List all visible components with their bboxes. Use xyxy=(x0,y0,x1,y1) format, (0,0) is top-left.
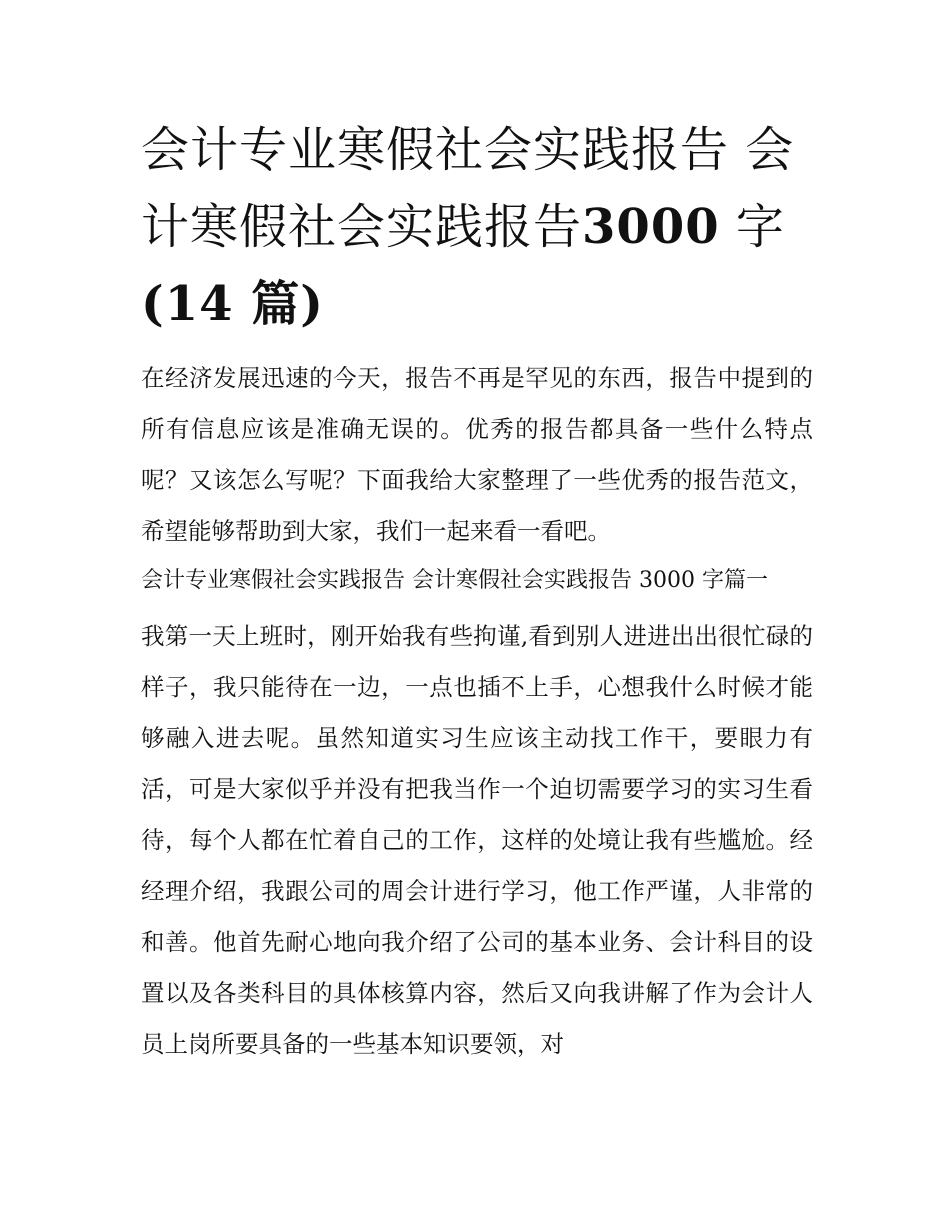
intro-paragraph: 在经济发展迅速的今天，报告不再是罕见的东西，报告中提到的所有信息应该是准确无误的。优秀的报告都具备一些什么特点呢？又该怎么写呢？下面我给大家整理了一些优秀的报告范文，希望能够帮助到大家，我们一起来看一看吧。 xyxy=(141,364,813,545)
title-suffix: 字 xyxy=(719,199,785,255)
document-page xyxy=(141,112,813,1070)
body-paragraph: 我第一天上班时，刚开始我有些拘谨,看到别人进进出出很忙碌的样子，我只能待在一边，一点也插不上手，心想我什么时候才能够融入进去呢。虽然知道实习生应该主动找工作干，要眼力有活，可是大家似乎并没有把我当作一个迫切需要学习的实习生看待，每个人都在忙着自己的工作，这样的处境让我有些尴尬。经经理介绍，我跟公司的周会计进行学习，他工作严谨，人非常的和善。他首先耐心地向我介绍了公司的基本业务、会计科目的设置以及各类科目的具体核算内容，然后又向我讲解了作为会计人员上岗所要具备的一些基本知识要领，对 xyxy=(141,622,813,1058)
document-title xyxy=(141,112,813,343)
title-text: 会计专业寒假社会实践报告 会计寒假社会实践报告 xyxy=(141,122,795,255)
section-heading: 会计专业寒假社会实践报告 会计寒假社会实践报告 3000 字篇一 xyxy=(141,568,768,593)
title-count: 14 xyxy=(164,276,234,332)
title-paren-close: 篇) xyxy=(233,276,324,332)
title-number: 3000 xyxy=(582,199,720,255)
title-paren-open: ( xyxy=(141,276,165,332)
